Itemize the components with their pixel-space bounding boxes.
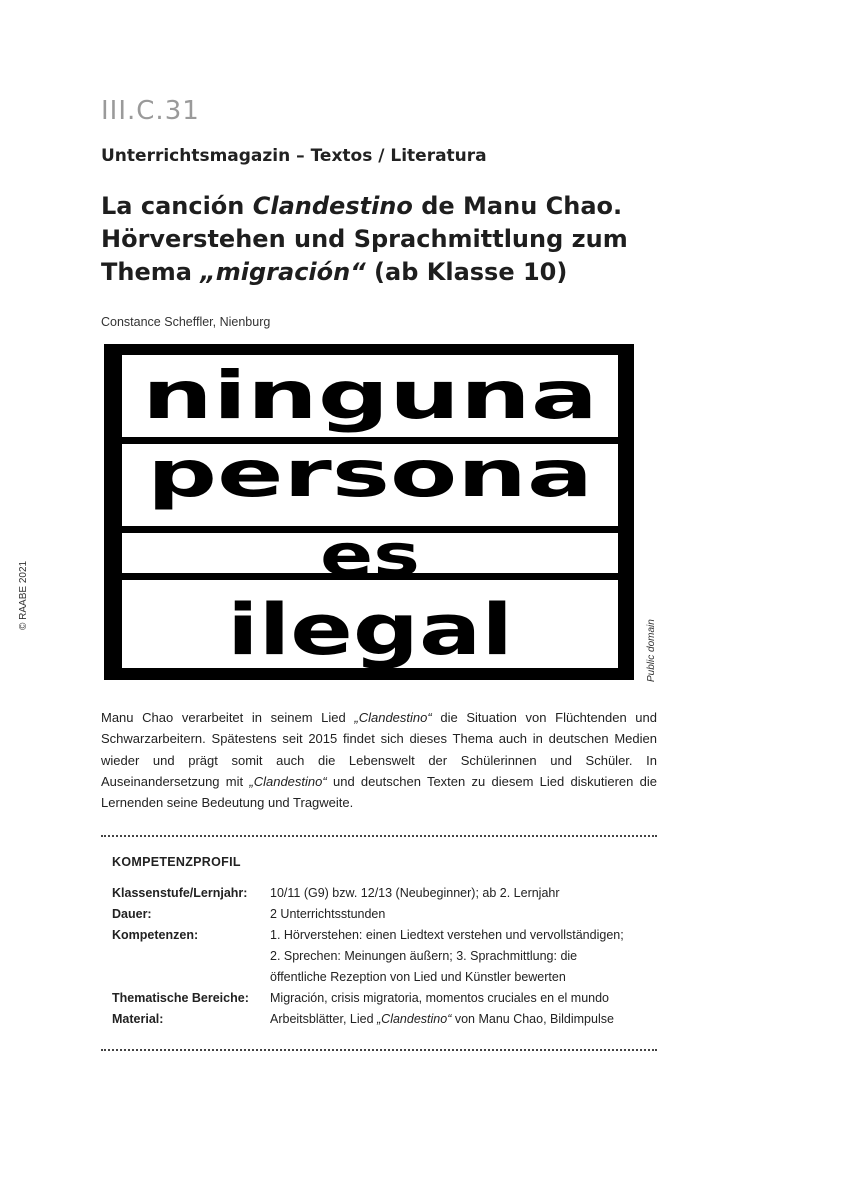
series-title: Unterrichtsmagazin – Textos / Literatura <box>101 146 487 166</box>
profile-value <box>270 925 660 989</box>
profile-label: Dauer: <box>112 907 152 921</box>
divider-top <box>101 835 657 837</box>
copyright-notice: © RAABE 2021 <box>18 560 29 630</box>
profile-label: Kompetenzen: <box>112 928 199 942</box>
document-code: III.C.31 <box>101 96 200 126</box>
profile-label: Klassenstufe/Lernjahr: <box>112 886 248 900</box>
title-line-1: La canción Clandestino de Manu Chao. <box>101 192 623 220</box>
profile-value: Arbeitsblätter, Lied „Clandestino“ von Manu Chao, Bildimpulse <box>270 1012 614 1026</box>
poster-word-ilegal: ilegal <box>227 589 513 671</box>
profile-heading: KOMPETENZPROFIL <box>112 855 241 869</box>
profile-value: Migración, crisis migratoria, momentos cruciales en el mundo <box>270 991 610 1005</box>
profile-value-line: 2. Sprechen: Meinungen äußern; 3. Sprachmittlung: die <box>270 949 578 964</box>
poster-word-ninguna: ninguna <box>142 357 598 434</box>
profile-value-line: öffentliche Rezeption von Lied und Künstler bewerten <box>270 970 566 985</box>
poster-word-persona: persona <box>147 438 593 512</box>
profile-value: 10/11 (G9) bzw. 12/13 (Neubeginner); ab 2. Lernjahr <box>270 886 560 900</box>
divider-bottom <box>101 1049 657 1051</box>
author: Constance Scheffler, Nienburg <box>101 315 271 329</box>
profile-value-line: 1. Hörverstehen: einen Liedtext verstehen und vervollständigen; <box>270 928 624 942</box>
profile-label: Thematische Bereiche: <box>112 991 249 1005</box>
profile-value: 2 Unterrichtsstunden <box>270 907 386 921</box>
intro-paragraph: Manu Chao verarbeitet in seinem Lied „Clandestino“ die Situation von Flüchtenden und Schwarzarbeitern. Spätestens seit 2015 findet sich dieses Thema auch in deutschen Medien wieder und prägt somit auch die Lebenswelt der Schülerinnen und Schüler. In Auseinandersetzung mit „Clandestino“ und deutschen Texten zu diesem Lied diskutieren die Lernenden seine Bedeutung und Tragweite. <box>101 710 657 811</box>
poster-image <box>104 344 634 680</box>
title-line-2: Hörverstehen und Sprachmittlung zum <box>101 225 628 253</box>
poster-word-es: es <box>320 521 420 589</box>
image-credit: Public domain <box>646 619 657 682</box>
profile-label: Material: <box>112 1012 164 1026</box>
document-title <box>101 190 701 289</box>
title-line-3: Thema „migración“ (ab Klasse 10) <box>101 258 568 286</box>
